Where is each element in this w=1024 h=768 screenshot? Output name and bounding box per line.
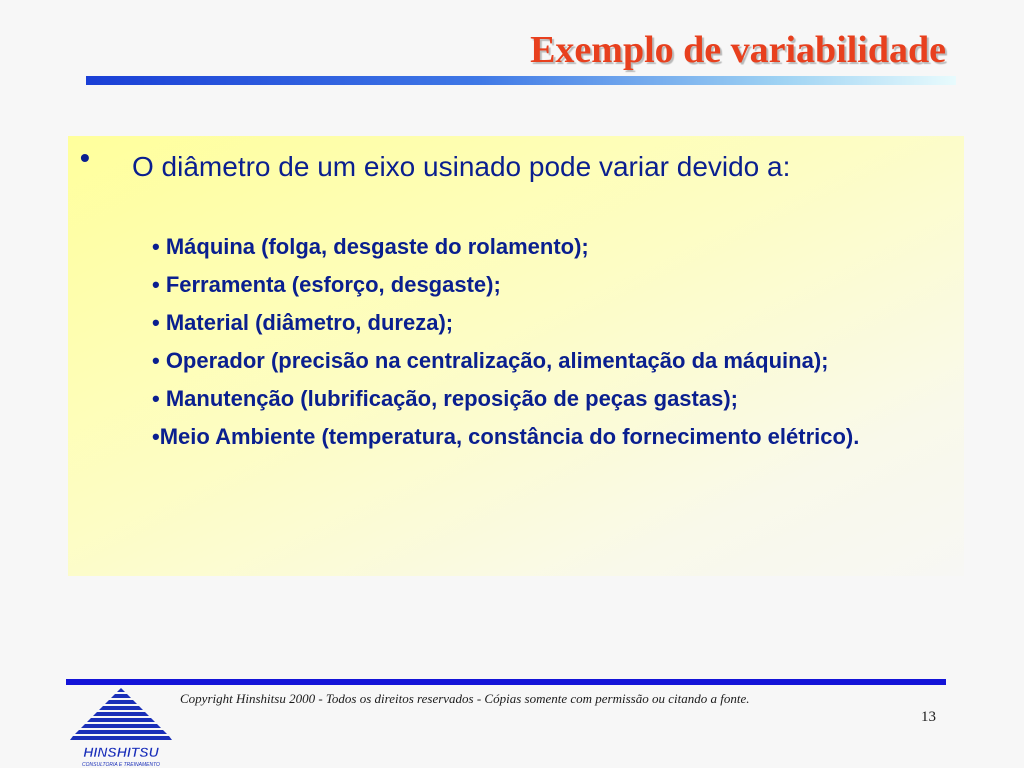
page-number: 13 (921, 709, 936, 725)
sub-bullet-operador: • Operador (precisão na centralização, alimentação da máquina); (152, 348, 829, 373)
title-underline (86, 76, 956, 85)
main-bullet: • (80, 142, 90, 173)
main-bullet-text: O diâmetro de um eixo usinado pode variar devido a: (132, 151, 791, 182)
copyright-notice: Copyright Hinshitsu 2000 - Todos os direitos reservados - Cópias somente com permissão ou citando a fonte. (180, 691, 750, 706)
content-box (68, 136, 964, 576)
logo-tagline: CONSULTORIA E TREINAMENTO (82, 762, 160, 768)
logo-wordmark: HINSHITSU (83, 744, 159, 760)
footer-rule (66, 679, 946, 685)
sub-bullet-meio-ambiente: •Meio Ambiente (temperatura, constância do fornecimento elétrico). (152, 424, 860, 449)
sub-bullet-list (152, 230, 953, 458)
sub-bullet-manutencao: • Manutenção (lubrificação, reposição de peças gastas); (152, 386, 738, 411)
sub-bullet-maquina: • Máquina (folga, desgaste do rolamento); (152, 234, 589, 259)
slide-title: Exemplo de variabilidade (530, 29, 946, 71)
sub-bullet-ferramenta: • Ferramenta (esforço, desgaste); (152, 272, 501, 297)
sub-bullet-material: • Material (diâmetro, dureza); (152, 310, 454, 335)
hinshitsu-logo (68, 688, 174, 768)
